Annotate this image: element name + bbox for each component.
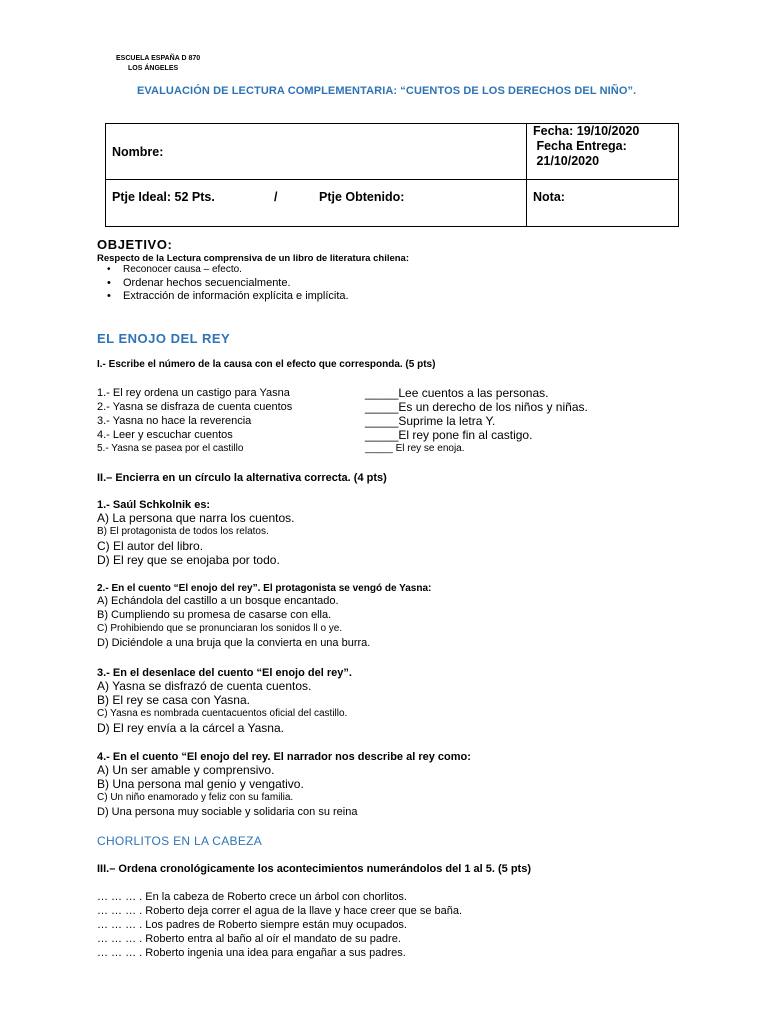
section-title-chorlitos: CHORLITOS EN LA CABEZA bbox=[97, 834, 263, 848]
chronology-item[interactable]: … … … . Roberto deja correr el agua de la llave y hace creer que se baña. bbox=[97, 905, 463, 917]
mc-option[interactable]: C) Yasna es nombrada cuentacuentos oficial del castillo. bbox=[97, 708, 348, 719]
effect-item[interactable]: _____Lee cuentos a las personas. bbox=[365, 386, 549, 400]
chronology-item[interactable]: … … … . Los padres de Roberto siempre están muy ocupados. bbox=[97, 919, 407, 931]
name-label: Nombre: bbox=[112, 144, 164, 159]
mc-option[interactable]: D) El rey envía a la cárcel a Yasna. bbox=[97, 721, 284, 735]
mc-option[interactable]: C) Un niño enamorado y feliz con su familia. bbox=[97, 792, 294, 803]
mc-option[interactable]: A) Un ser amable y comprensivo. bbox=[97, 763, 275, 777]
name-cell[interactable] bbox=[106, 124, 527, 180]
mc-question-1 bbox=[97, 499, 294, 567]
school-city: LOS ÁNGELES bbox=[128, 65, 179, 72]
effect-item[interactable]: _____Suprime la letra Y. bbox=[365, 414, 496, 428]
mc-question-text: 4.- En el cuento “El enojo del rey. El narrador nos describe al rey como: bbox=[97, 751, 471, 763]
cause-item: 5.- Yasna se pasea por el castillo bbox=[97, 443, 244, 454]
objective-heading: OBJETIVO: bbox=[97, 237, 173, 252]
student-info-table bbox=[105, 123, 679, 227]
due-date-value: 21/10/2020 bbox=[533, 154, 600, 168]
question-2-prompt: II.– Encierra en un círculo la alternativa correcta. (4 pts) bbox=[97, 472, 387, 484]
cause-item: 4.- Leer y escuchar cuentos bbox=[97, 429, 233, 441]
mc-question-text: 2.- En el cuento “El enojo del rey”. El protagonista se vengó de Yasna: bbox=[97, 583, 432, 594]
mc-option[interactable]: B) Una persona mal genio y vengativo. bbox=[97, 777, 304, 791]
mc-option[interactable]: C) El autor del libro. bbox=[97, 539, 204, 553]
mc-question-3 bbox=[97, 667, 352, 735]
mc-option[interactable]: B) El protagonista de todos los relatos. bbox=[97, 526, 269, 537]
mc-option[interactable]: C) Prohibiendo que se pronunciaran los sonidos ll o ye. bbox=[97, 623, 343, 634]
school-name: ESCUELA ESPAÑA D 870 bbox=[116, 55, 201, 62]
mc-question-2 bbox=[97, 583, 431, 650]
list-item: • Extracción de información explícita e implícita. bbox=[105, 290, 349, 304]
list-item: • Reconocer causa – efecto. bbox=[105, 263, 349, 277]
question-1-prompt: I.- Escribe el número de la causa con el efecto que corresponda. (5 pts) bbox=[97, 359, 436, 370]
obtained-score-label: Ptje Obtenido: bbox=[319, 190, 405, 204]
question-3-prompt: III.– Ordena cronológicamente los acontecimientos numerándolos del 1 al 5. (5 pts) bbox=[97, 863, 531, 875]
effects-column bbox=[365, 386, 588, 456]
grade-cell[interactable] bbox=[527, 180, 679, 227]
mc-question-text: 3.- En el desenlace del cuento “El enojo del rey”. bbox=[97, 667, 352, 679]
due-date-label: Fecha Entrega: bbox=[533, 139, 627, 153]
cause-item: 1.- El rey ordena un castigo para Yasna bbox=[97, 387, 290, 399]
mc-question-text: 1.- Saúl Schkolnik es: bbox=[97, 499, 211, 511]
grade-label: Nota: bbox=[533, 190, 565, 204]
ideal-score-label: Ptje Ideal: 52 Pts. bbox=[112, 190, 215, 204]
effect-item[interactable]: _____ El rey se enoja. bbox=[365, 443, 465, 454]
cause-item: 2.- Yasna se disfraza de cuenta cuentos bbox=[97, 401, 293, 413]
chronology-item[interactable]: … … … . En la cabeza de Roberto crece un árbol con chorlitos. bbox=[97, 891, 407, 903]
dates-cell bbox=[527, 124, 679, 180]
chronology-item[interactable]: … … … . Roberto ingenia una idea para engañar a sus padres. bbox=[97, 947, 406, 959]
mc-option[interactable]: A) Echándola del castillo a un bosque encantado. bbox=[97, 595, 339, 607]
mc-question-4 bbox=[97, 751, 471, 819]
mc-option[interactable]: D) Una persona muy sociable y solidaria con su reina bbox=[97, 806, 358, 818]
objective-list bbox=[105, 263, 349, 304]
mc-option[interactable]: A) Yasna se disfrazó de cuenta cuentos. bbox=[97, 679, 312, 693]
chronology-list bbox=[97, 890, 462, 960]
effect-item[interactable]: _____Es un derecho de los niños y niñas. bbox=[365, 400, 588, 414]
mc-option[interactable]: A) La persona que narra los cuentos. bbox=[97, 511, 295, 525]
mc-option[interactable]: D) El rey que se enojaba por todo. bbox=[97, 553, 280, 567]
score-separator: / bbox=[274, 190, 278, 204]
mc-option[interactable]: D) Diciéndole a una bruja que la convierta en una burra. bbox=[97, 637, 371, 649]
list-item: • Ordenar hechos secuencialmente. bbox=[105, 277, 349, 291]
effect-item[interactable]: _____El rey pone fin al castigo. bbox=[365, 428, 533, 442]
section-title-enojo: EL ENOJO DEL REY bbox=[97, 331, 231, 346]
document-title: EVALUACIÓN DE LECTURA COMPLEMENTARIA: “CUENTOS DE LOS DERECHOS DEL NIÑO”. bbox=[137, 85, 637, 97]
objective-subtitle: Respecto de la Lectura comprensiva de un libro de literatura chilena: bbox=[97, 253, 410, 264]
cause-item: 3.- Yasna no hace la reverencia bbox=[97, 415, 252, 427]
chronology-item[interactable]: … … … . Roberto entra al baño al oír el mandato de su padre. bbox=[97, 933, 401, 945]
causes-column bbox=[97, 386, 292, 456]
score-cell[interactable] bbox=[106, 180, 527, 227]
mc-option[interactable]: B) El rey se casa con Yasna. bbox=[97, 693, 250, 707]
mc-option[interactable]: B) Cumpliendo su promesa de casarse con ella. bbox=[97, 609, 332, 621]
date-label: Fecha: 19/10/2020 bbox=[533, 124, 640, 138]
